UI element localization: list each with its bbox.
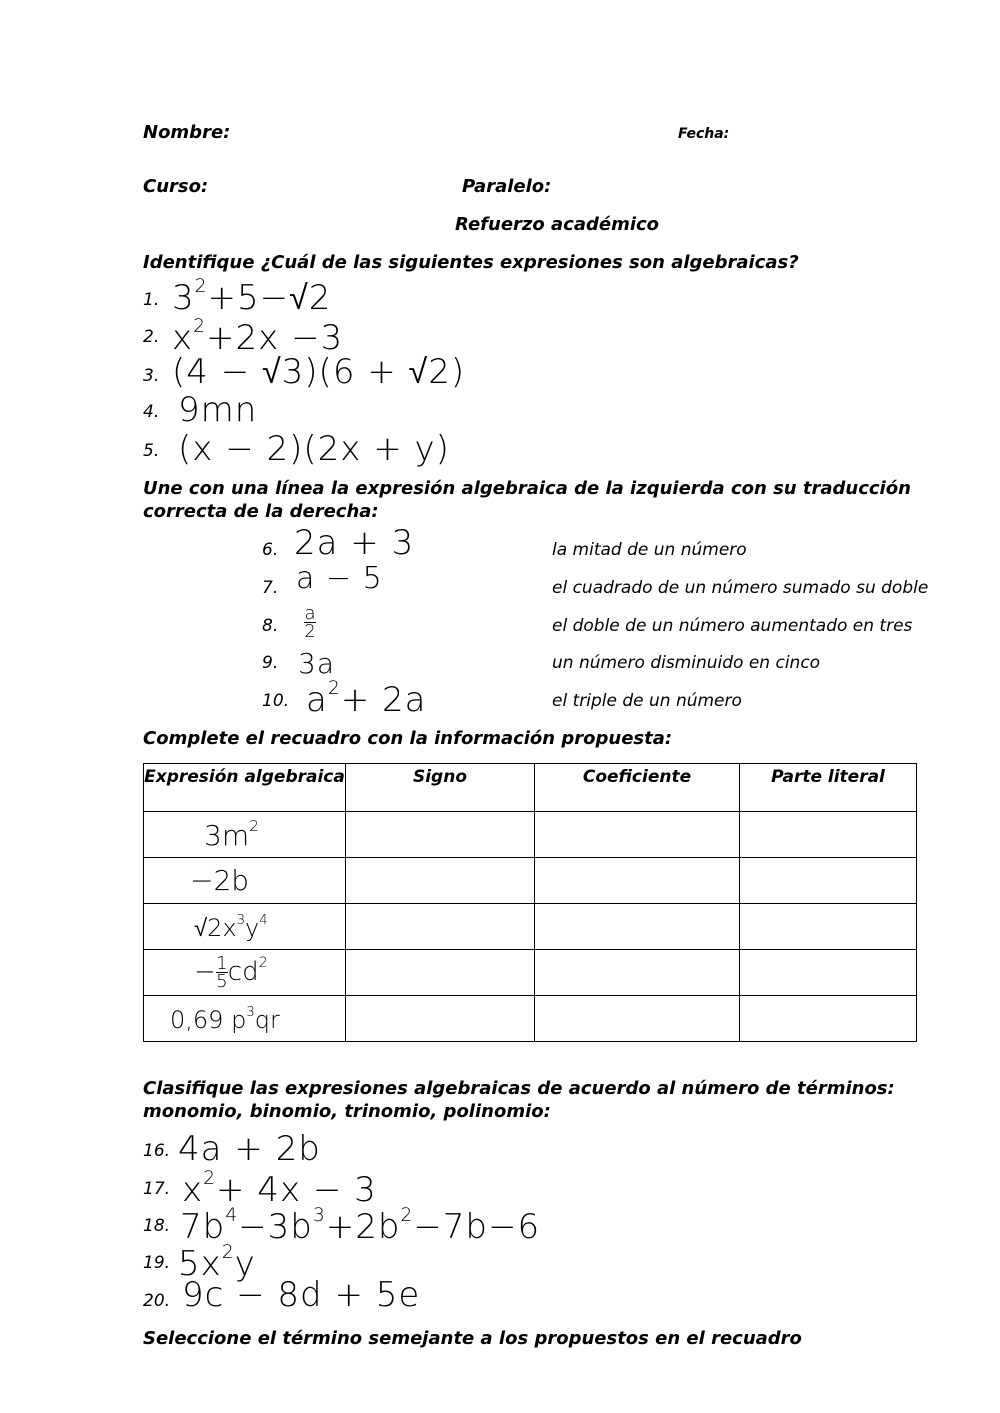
paralelo-label: Paralelo: [462, 176, 552, 197]
parte-literal-cell[interactable] [740, 950, 917, 996]
item-number: 7. [262, 578, 279, 598]
section4-instruction: Clasifique las expresiones algebraicas de acuerdo al número de términos: [143, 1078, 895, 1099]
expression-cell: $3m^2$ [144, 812, 346, 858]
coeficiente-cell[interactable] [535, 904, 740, 950]
item-number: 8. [262, 616, 279, 636]
expression-cell: $√2x^3y^4$ [144, 904, 346, 950]
signo-cell[interactable] [346, 904, 535, 950]
page-title: Refuerzo académico [455, 214, 660, 235]
column-header: Signo [346, 764, 535, 812]
parte-literal-cell[interactable] [740, 812, 917, 858]
item-number: 17. [143, 1179, 171, 1199]
item-number: 9. [262, 653, 279, 673]
table-row [144, 812, 917, 858]
coeficiente-cell[interactable] [535, 858, 740, 904]
parte-literal-cell[interactable] [740, 858, 917, 904]
section1-instruction: Identifique ¿Cuál de las siguientes expresiones son algebraicas? [143, 252, 799, 273]
algebra-expression: 9c − 8d + 5e [182, 1275, 421, 1315]
coeficiente-cell[interactable] [535, 996, 740, 1042]
algebra-expression: 4a + 2b [178, 1129, 321, 1169]
algebra-expression: 2a + 3 [294, 523, 415, 563]
column-header: Expresión algebraica [144, 764, 346, 812]
section2-instruction: Une con una línea la expresión algebraica de la izquierda con su traducción [143, 478, 911, 499]
expression-cell: −2b [144, 858, 346, 904]
expression-table [143, 763, 917, 1042]
column-header: Parte literal [740, 764, 917, 812]
section5-instruction: Seleccione el término semejante a los propuestos en el recuadro [143, 1328, 802, 1349]
algebra-expression: 3a [298, 647, 335, 680]
translation-text: el cuadrado de un número sumado su doble [552, 578, 929, 598]
algebra-expression: $a^2+ 2a$ [306, 678, 427, 720]
translation-text: el doble de un número aumentado en tres [552, 616, 913, 636]
item-number: 3. [143, 366, 160, 386]
curso-label: Curso: [143, 176, 209, 197]
signo-cell[interactable] [346, 812, 535, 858]
translation-text: el triple de un número [552, 691, 742, 711]
fecha-label: Fecha: [678, 126, 730, 142]
algebra-expression: $5x^2y$ [178, 1242, 256, 1284]
algebra-expression: $x^2+ 4x - 3$ [182, 1168, 377, 1210]
parte-literal-cell[interactable] [740, 996, 917, 1042]
table-header-row [144, 764, 917, 812]
algebra-expression: (4 − √3)(6 + √2) [172, 352, 466, 392]
item-number: 4. [143, 402, 160, 422]
item-number: 6. [262, 540, 279, 560]
algebra-expression: 9mn [178, 390, 258, 430]
algebra-expression: (x − 2)(2x + y) [178, 429, 450, 469]
signo-cell[interactable] [346, 858, 535, 904]
section2-instruction-cont: correcta de la derecha: [143, 501, 379, 522]
item-number: 10. [262, 691, 290, 711]
expression-cell: 0,69 $p^3qr$ [144, 996, 346, 1042]
item-number: 16. [143, 1141, 171, 1161]
table-row [144, 950, 917, 996]
item-number: 20. [143, 1291, 171, 1311]
algebra-expression: $7b^4-3b^3+2b^2-7b-6$ [180, 1205, 541, 1247]
item-number: 18. [143, 1216, 171, 1236]
expression-cell: − $\frac{1}{5}$ $cd^2$ [144, 950, 346, 996]
algebra-expression: $3^2+5-√2$ [172, 276, 332, 318]
coeficiente-cell[interactable] [535, 950, 740, 996]
table-row [144, 858, 917, 904]
item-number: 2. [143, 327, 160, 347]
item-number: 19. [143, 1253, 171, 1273]
translation-text: la mitad de un número [552, 540, 747, 560]
table-row [144, 904, 917, 950]
algebra-expression: $\frac{a}{2}$ [304, 603, 316, 642]
coeficiente-cell[interactable] [535, 812, 740, 858]
signo-cell[interactable] [346, 950, 535, 996]
item-number: 1. [143, 290, 160, 310]
signo-cell[interactable] [346, 996, 535, 1042]
section3-instruction: Complete el recuadro con la información propuesta: [143, 728, 673, 749]
nombre-label: Nombre: [143, 122, 231, 143]
algebra-expression: $x^2+2x -3$ [172, 316, 344, 358]
algebra-expression: a − 5 [296, 561, 383, 596]
item-number: 5. [143, 441, 160, 461]
column-header: Coeficiente [535, 764, 740, 812]
table-row [144, 996, 917, 1042]
section4-instruction-cont: monomio, binomio, trinomio, polinomio: [143, 1101, 551, 1122]
parte-literal-cell[interactable] [740, 904, 917, 950]
translation-text: un número disminuido en cinco [552, 653, 821, 673]
